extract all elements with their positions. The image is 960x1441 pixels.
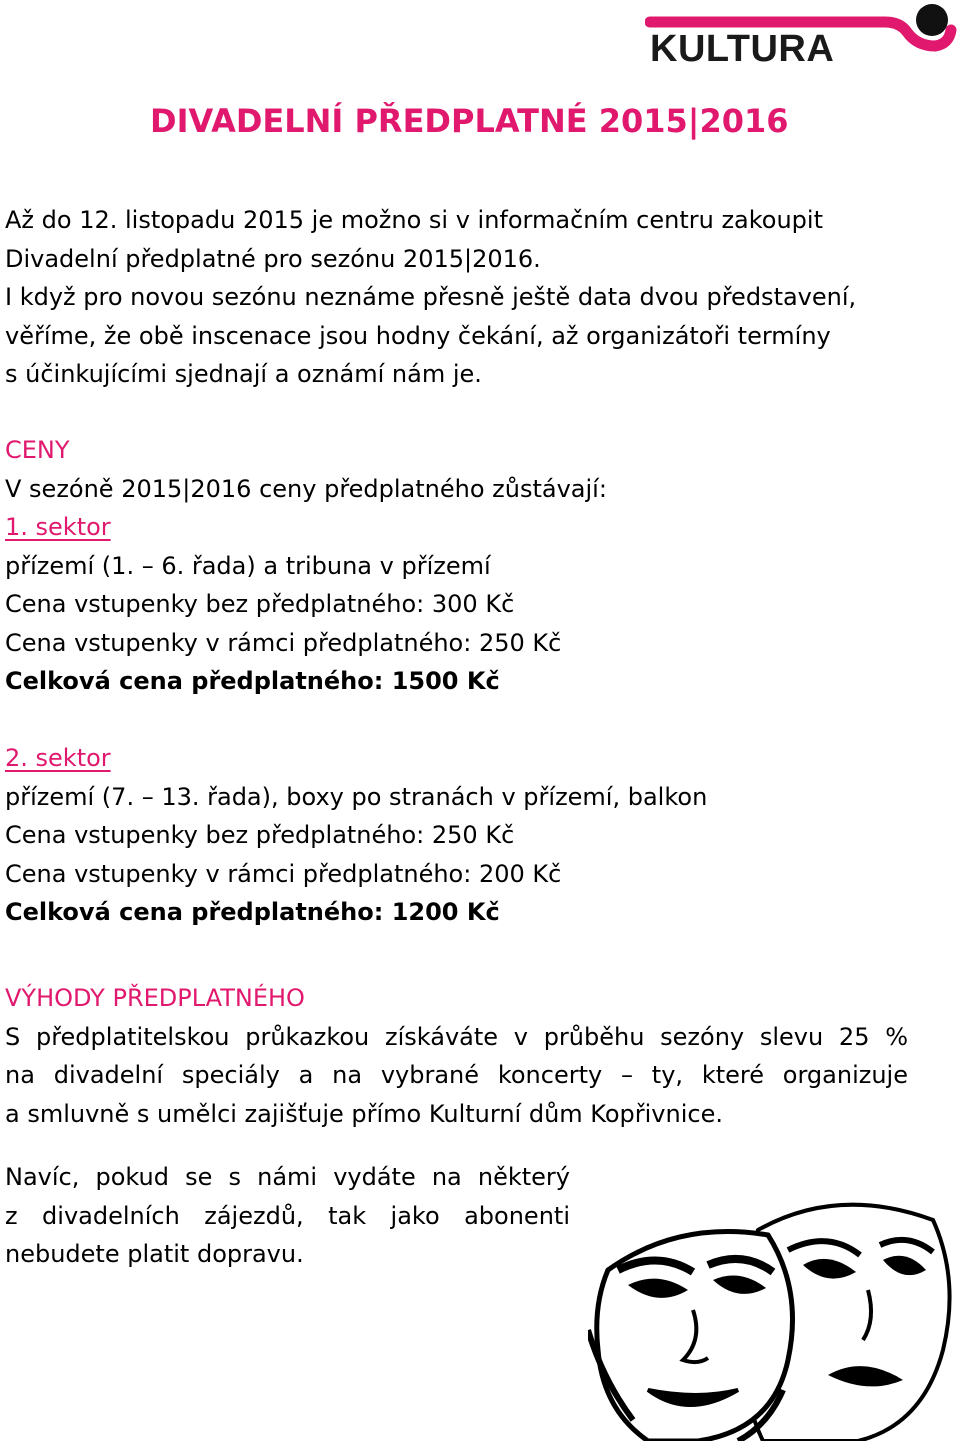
sector1-name: 1. sektor bbox=[5, 513, 111, 541]
sector2-total: Celková cena předplatného: 1200 Kč bbox=[5, 898, 500, 926]
intro-line: věříme, že obě inscenace jsou hodny čekání, až organizátoři termíny bbox=[5, 321, 831, 350]
sector1-total: Celková cena předplatného: 1500 Kč bbox=[5, 667, 500, 695]
extra-line: z divadelních zájezdů, tak jako abonenti bbox=[5, 1201, 570, 1230]
extra-paragraph bbox=[5, 1158, 570, 1274]
theatre-masks-icon bbox=[588, 1190, 960, 1441]
sector1-price-with: Cena vstupenky v rámci předplatného: 250 Kč bbox=[5, 628, 562, 657]
intro-line: s účinkujícími sjednají a oznámí nám je. bbox=[5, 360, 482, 388]
sector2-name: 2. sektor bbox=[5, 744, 111, 772]
sector1-price-without: Cena vstupenky bez předplatného: 300 Kč bbox=[5, 590, 515, 618]
prices-section bbox=[5, 431, 910, 932]
prices-subheading: V sezóně 2015|2016 ceny předplatného zůstávají: bbox=[5, 474, 607, 503]
benefits-line: a smluvně s umělci zajišťuje přímo Kulturní dům Kopřivnice. bbox=[5, 1099, 723, 1128]
page-title: DIVADELNÍ PŘEDPLATNÉ 2015|2016 bbox=[150, 102, 789, 140]
intro-paragraph bbox=[5, 201, 910, 394]
sector2-area: přízemí (7. – 13. řada), boxy po stranách v přízemí, balkon bbox=[5, 782, 708, 811]
intro-line: I když pro novou sezónu neznáme přesně ještě data dvou představení, bbox=[5, 283, 857, 311]
logo-text: KULTURA bbox=[650, 28, 835, 70]
intro-line: Divadelní předplatné pro sezónu 2015|2016. bbox=[5, 244, 541, 273]
benefits-line: S předplatitelskou průkazkou získáváte v průběhu sezóny slevu 25 % bbox=[5, 1022, 908, 1051]
sector1-area: přízemí (1. – 6. řada) a tribuna v přízemí bbox=[5, 551, 491, 580]
sector2-price-with: Cena vstupenky v rámci předplatného: 200 Kč bbox=[5, 859, 562, 888]
intro-line: Až do 12. listopadu 2015 je možno si v informačním centru zakoupit bbox=[5, 206, 823, 234]
extra-line: Navíc, pokud se s námi vydáte na některý bbox=[5, 1163, 570, 1191]
extra-line: nebudete platit dopravu. bbox=[5, 1240, 304, 1268]
sector2-price-without: Cena vstupenky bez předplatného: 250 Kč bbox=[5, 821, 515, 849]
benefits-heading: VÝHODY PŘEDPLATNÉHO bbox=[5, 984, 305, 1012]
prices-heading: CENY bbox=[5, 436, 70, 464]
benefits-section bbox=[5, 979, 908, 1133]
benefits-line: na divadelní speciály a na vybrané koncerty – ty, které organizuje bbox=[5, 1061, 908, 1089]
